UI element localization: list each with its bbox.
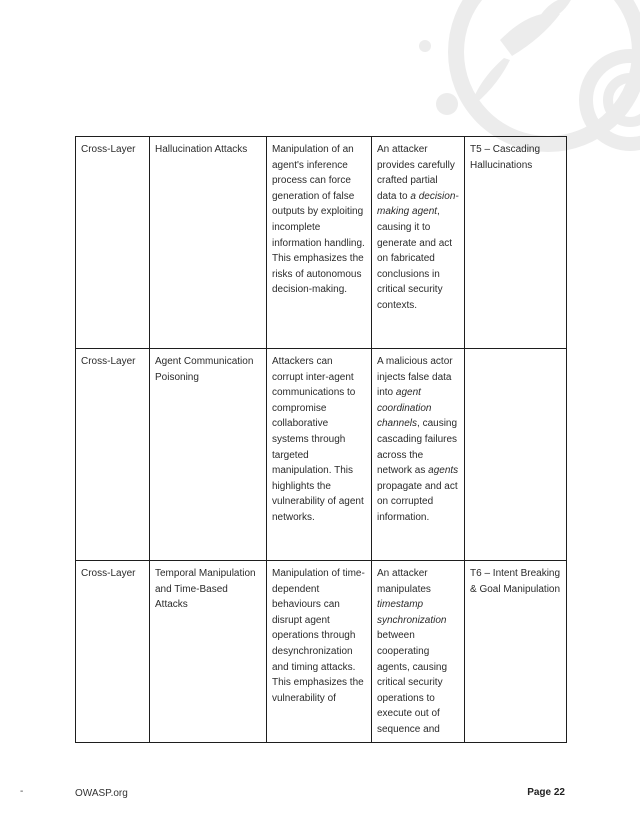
- mapping-cell: T6 – Intent Breaking & Goal Manipulation: [465, 561, 567, 743]
- page-number: Page 22: [527, 787, 565, 798]
- threat-cell: Hallucination Attacks: [150, 137, 267, 349]
- mapping-cell: [465, 349, 567, 561]
- layer-cell: Cross-Layer: [76, 561, 150, 743]
- mapping-cell: T5 – Cascading Hallucinations: [465, 137, 567, 349]
- threat-table: [75, 136, 567, 743]
- footer-dash: -: [20, 786, 24, 797]
- example-cell: An attacker manipulates timestamp synchronization between cooperating agents, causing critical security operations to execute out of sequence and: [372, 561, 465, 743]
- threat-cell: Temporal Manipulation and Time-Based Attacks: [150, 561, 267, 743]
- footer-site-link[interactable]: OWASP.org: [75, 788, 128, 799]
- table-row: [76, 137, 567, 349]
- description-cell: Attackers can corrupt inter-agent communications to compromise collaborative systems through targeted manipulation. This highlights the vulnerability of agent networks.: [267, 349, 372, 561]
- example-cell: An attacker provides carefully crafted partial data to a decision-making agent, causing it to generate and act on fabricated conclusions in critical security contexts.: [372, 137, 465, 349]
- table-row: [76, 561, 567, 743]
- example-cell: A malicious actor injects false data into agent coordination channels, causing cascading failures across the network as agents propagate and act on corrupted information.: [372, 349, 465, 561]
- description-cell: Manipulation of an agent's inference process can force generation of false outputs by exploiting incomplete information handling. This emphasizes the risks of autonomous decision-making.: [267, 137, 372, 349]
- threat-cell: Agent Communication Poisoning: [150, 349, 267, 561]
- table-row: [76, 349, 567, 561]
- layer-cell: Cross-Layer: [76, 349, 150, 561]
- description-cell: Manipulation of time-dependent behaviours can disrupt agent operations through desynchronization and timing attacks. This emphasizes the vulnerability of: [267, 561, 372, 743]
- layer-cell: Cross-Layer: [76, 137, 150, 349]
